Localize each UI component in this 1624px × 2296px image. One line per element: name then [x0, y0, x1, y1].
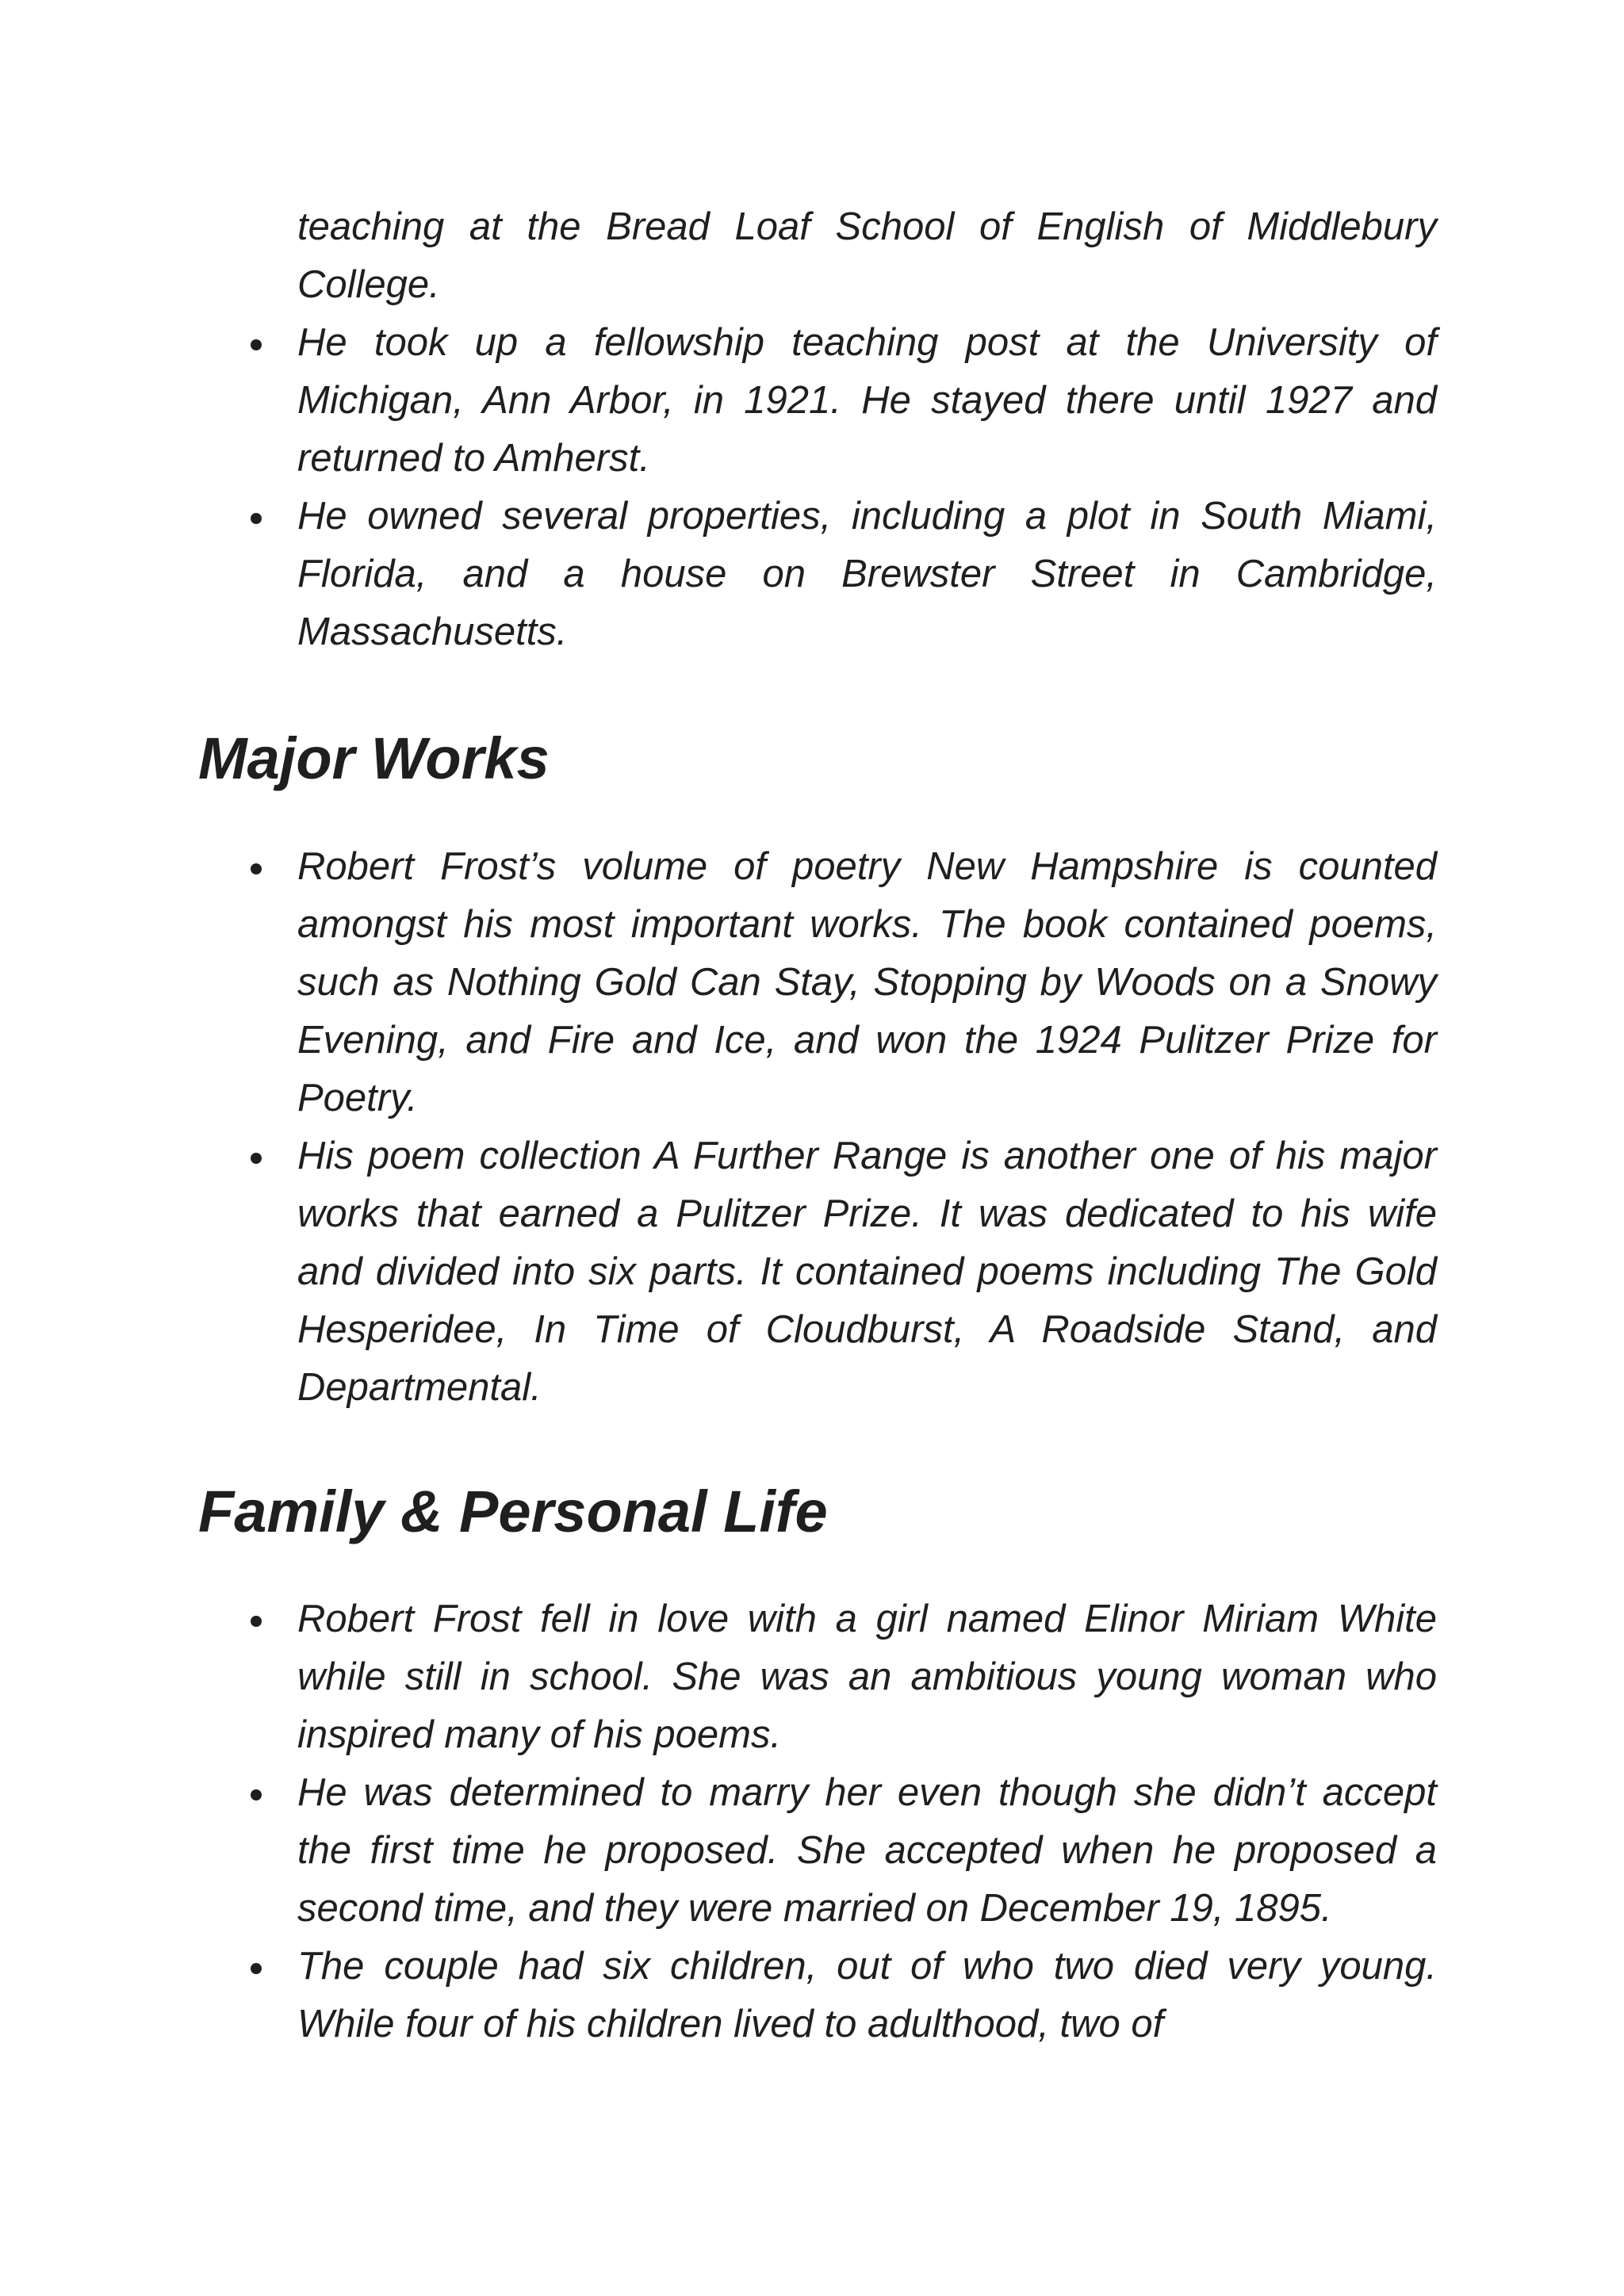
list-item-text: Robert Frost’s volume of poetry New Hampshire is counted amongst his most important works. The book contained poems, such as Nothing Gold Can Stay, Stopping by Woods on a Snowy Evening, and Fire and Ice, and won the 1924 Pulitzer Prize for Poetry.: [297, 845, 1437, 1119]
section-heading-family: Family & Personal Life: [198, 1479, 828, 1544]
bullet-icon: [251, 339, 262, 350]
list-item-text: He was determined to marry her even though she didn’t accept the first time he proposed. She accepted when he proposed a second time, and they were married on December 19, 1895.: [297, 1771, 1437, 1930]
bullet-icon: [251, 513, 262, 524]
major-works-list: [238, 838, 1437, 1417]
list-item: [238, 1938, 1437, 2053]
list-item-text: He owned several properties, including a plot in South Miami, Florida, and a house on Brewster Street in Cambridge, Massachusetts.: [297, 495, 1437, 653]
list-item: [238, 1127, 1437, 1417]
list-item: [238, 838, 1437, 1127]
intro-list: [238, 198, 1437, 661]
list-item: [238, 1590, 1437, 1764]
list-item: [238, 314, 1437, 488]
section-heading-major-works: Major Works: [198, 725, 550, 791]
bullet-icon: [251, 1153, 262, 1164]
list-item-continuation: [238, 198, 1437, 314]
list-item-text: Robert Frost fell in love with a girl named Elinor Miriam White while still in school. She was an ambitious young woman who inspired many of his poems.: [297, 1598, 1437, 1756]
bullet-icon: [251, 1963, 262, 1974]
bullet-icon: [251, 1616, 262, 1627]
family-list: [238, 1590, 1437, 2053]
list-item: [238, 1764, 1437, 1938]
bullet-icon: [251, 863, 262, 874]
bullet-icon: [251, 1789, 262, 1800]
list-item-text: teaching at the Bread Loaf School of English of Middlebury College.: [297, 205, 1437, 306]
list-item-text: He took up a fellowship teaching post at the University of Michigan, Ann Arbor, in 1921. He stayed there until 1927 and returned to Amherst.: [297, 321, 1437, 480]
list-item: [238, 488, 1437, 661]
list-item-text: His poem collection A Further Range is another one of his major works that earned a Pulitzer Prize. It was dedicated to his wife and divided into six parts. It contained poems including The Gold Hesperidee, In Time of Cloudburst, A Roadside Stand, and Departmental.: [297, 1135, 1437, 1409]
list-item-text: The couple had six children, out of who two died very young. While four of his children lived to adulthood, two of: [297, 1945, 1437, 2045]
